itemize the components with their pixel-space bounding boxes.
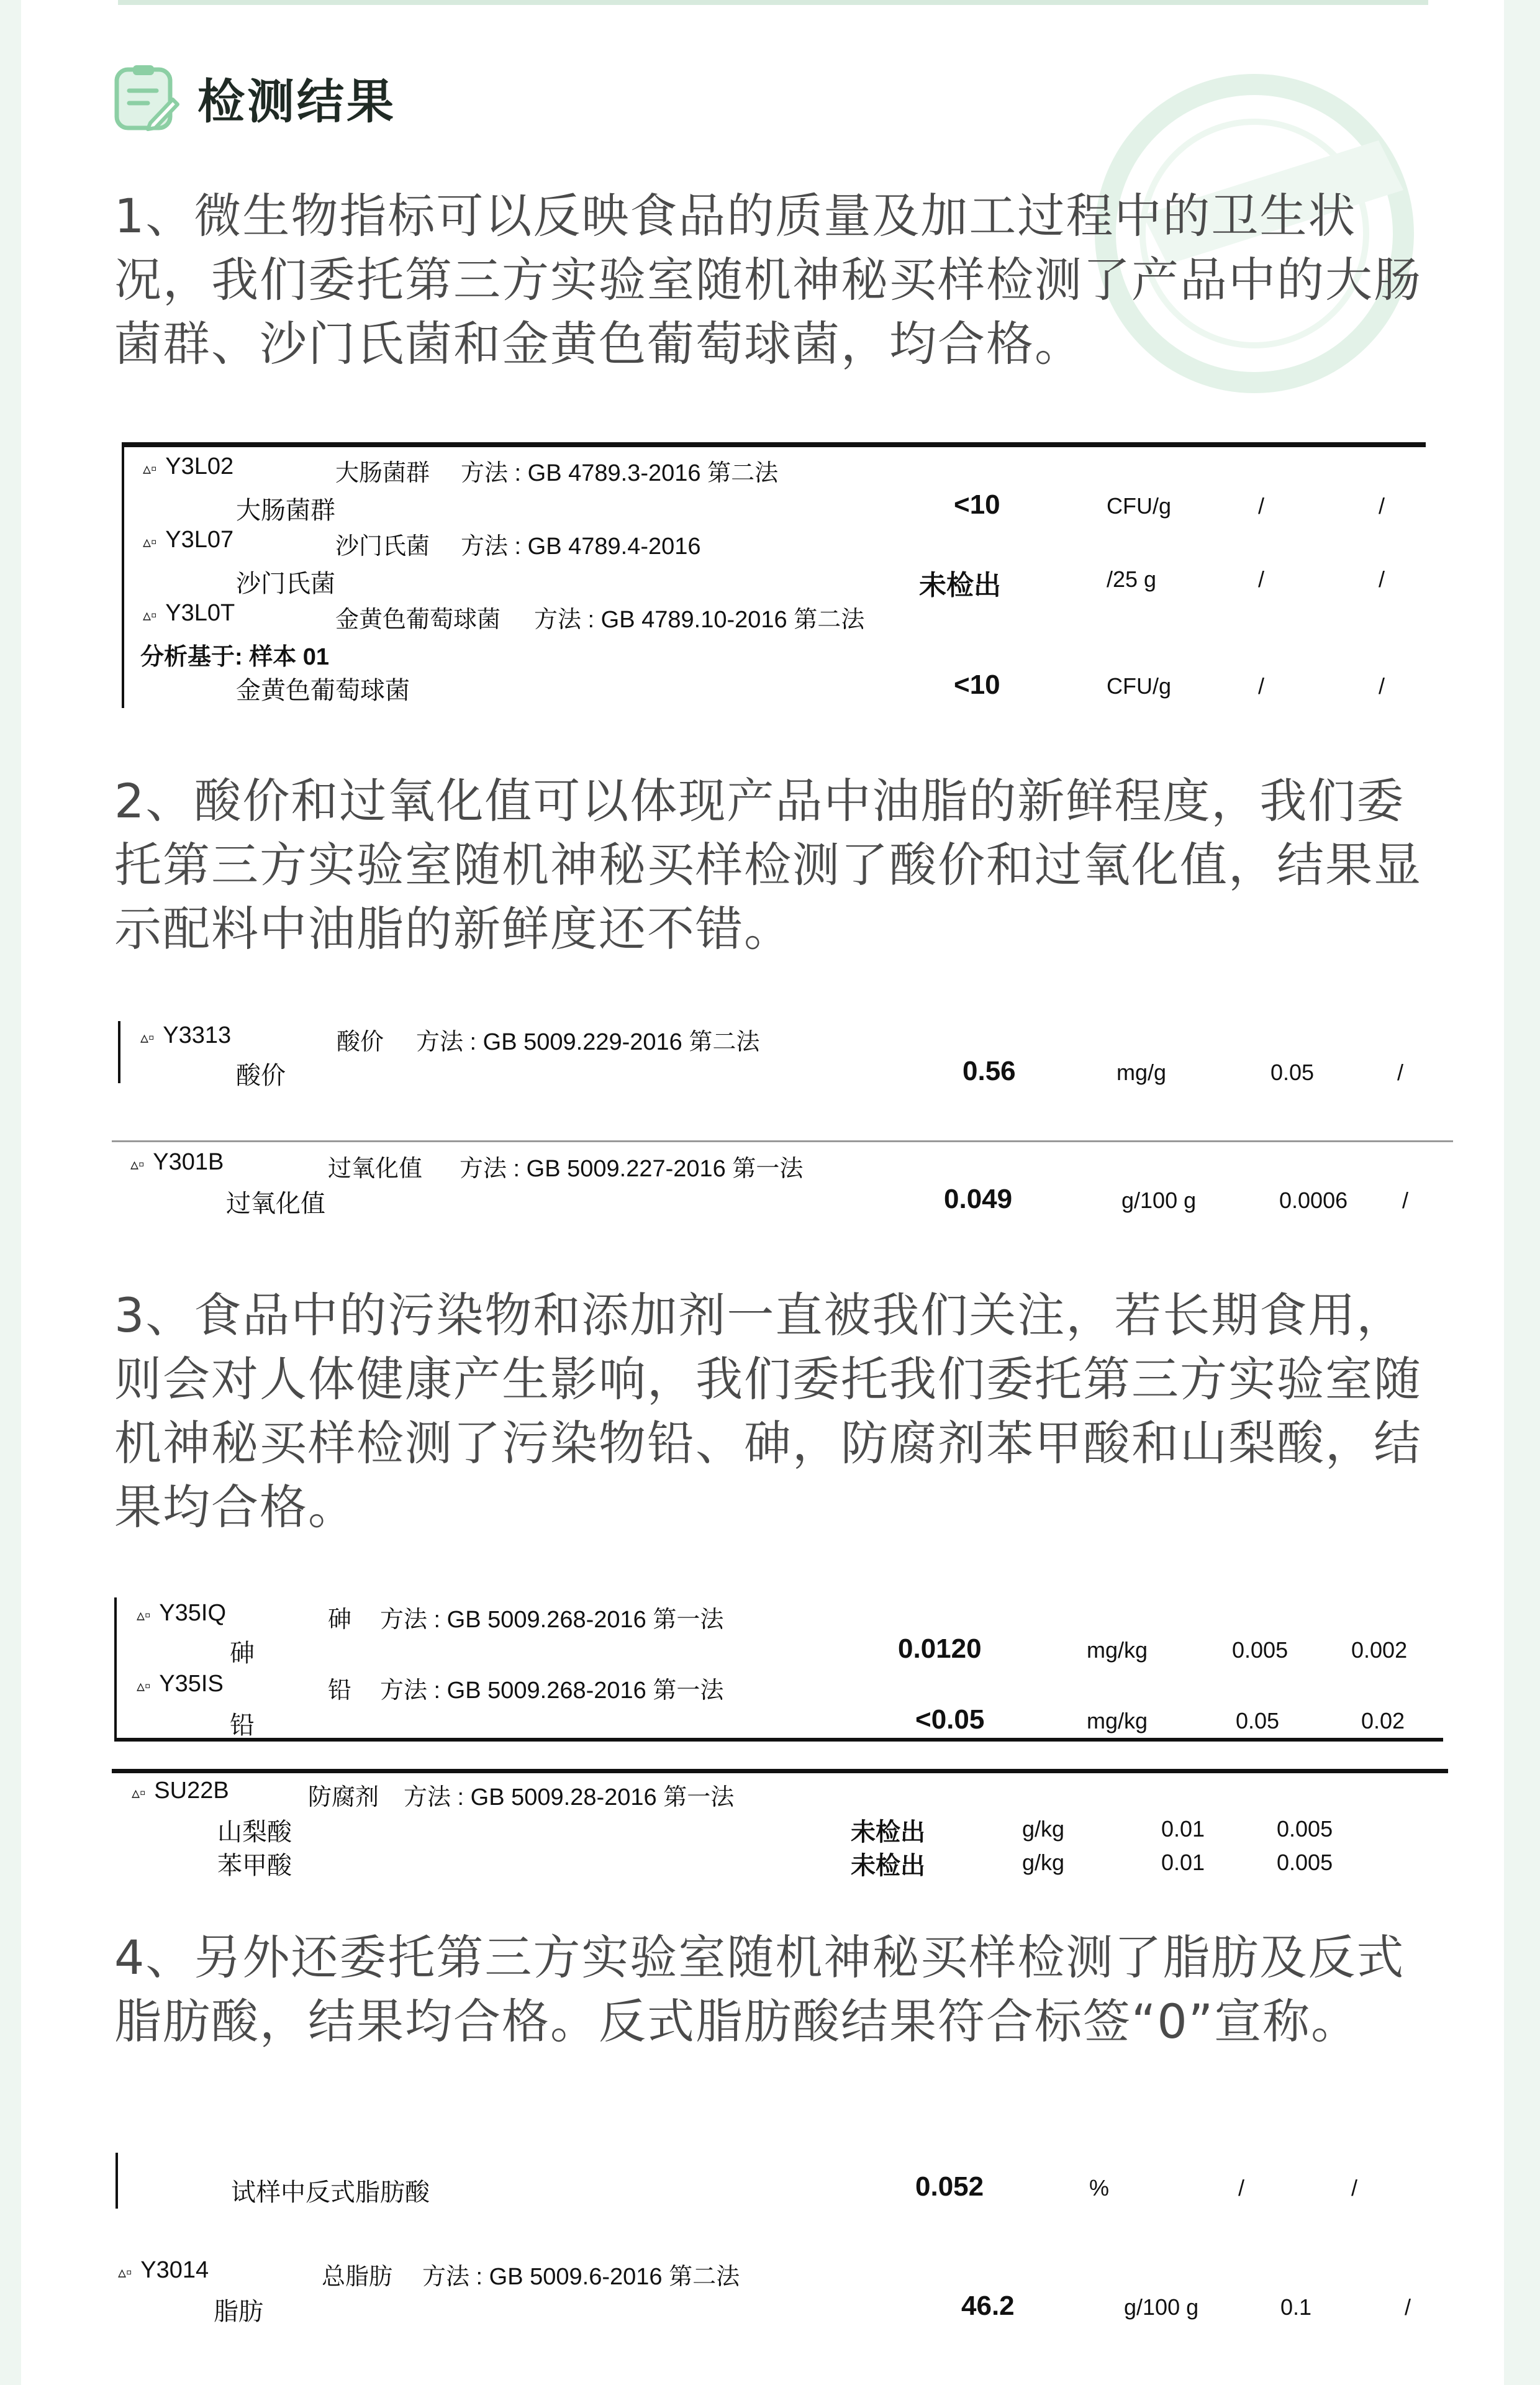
report-rule — [114, 1597, 117, 1742]
test-limit-1: 0.05 — [1270, 1060, 1315, 1085]
test-unit: g/100 g — [1121, 1188, 1197, 1213]
test-name: 大肠菌群 — [335, 460, 430, 486]
test-item: 酸价 — [236, 1062, 286, 1089]
test-result: 0.0120 — [898, 1633, 982, 1664]
test-limit-2: / — [1379, 493, 1385, 519]
test-limit-1: / — [1238, 2175, 1245, 2201]
test-unit: % — [1089, 2175, 1110, 2201]
test-name: 铅 — [328, 1678, 352, 1704]
test-item: 脂肪 — [214, 2298, 263, 2325]
test-code-row: ▵▫ SU22B — [132, 1778, 229, 1804]
report-rule — [118, 1021, 120, 1083]
test-result: <0.05 — [915, 1704, 985, 1735]
paragraph-1: 1、微生物指标可以反映食品的质量及加工过程中的卫生状况，我们委托第三方实验室随机神秘买样检测了产品中的大肠菌群、沙门氏菌和金黄色葡萄球菌，均合格。 — [114, 188, 1422, 371]
report-rule — [122, 442, 124, 708]
test-unit: mg/kg — [1087, 1708, 1148, 1733]
report-heavy-metals — [114, 1595, 1443, 1744]
test-method: 方法 : GB 5009.268-2016 第一法 — [380, 1607, 724, 1633]
test-name: 沙门氏菌 — [335, 534, 430, 560]
test-code-row: ▵▫ Y3L0T — [143, 600, 235, 626]
test-limit-2: 0.02 — [1361, 1708, 1405, 1733]
test-result: 未检出 — [851, 1852, 925, 1879]
test-unit: mg/g — [1116, 1060, 1167, 1085]
test-limit-1: 0.05 — [1236, 1708, 1280, 1733]
test-code-row: ▵▫ Y3313 — [140, 1022, 232, 1048]
right-border — [1504, 0, 1540, 2385]
test-limit-1: 0.0006 — [1279, 1188, 1348, 1213]
test-item: 山梨酸 — [217, 1819, 292, 1846]
test-limit-2: / — [1402, 1188, 1409, 1213]
test-item: 试样中反式脂肪酸 — [231, 2179, 430, 2206]
test-method: 方法 : GB 4789.4-2016 — [461, 534, 701, 560]
test-unit: mg/kg — [1087, 1637, 1148, 1663]
test-result: <10 — [954, 670, 1000, 700]
test-name: 总脂肪 — [322, 2264, 393, 2290]
test-code-row: ▵▫ Y3L07 — [143, 527, 234, 553]
report-preservatives — [112, 1769, 1448, 1881]
test-unit: g/100 g — [1124, 2294, 1199, 2320]
test-method: 方法 : GB 5009.6-2016 第二法 — [422, 2264, 740, 2290]
test-method: 方法 : GB 5009.227-2016 第一法 — [460, 1156, 804, 1182]
test-name: 过氧化值 — [328, 1156, 423, 1182]
report-acid-value — [116, 1016, 1451, 1097]
test-item: 过氧化值 — [226, 1190, 325, 1217]
left-border — [0, 0, 21, 2385]
test-unit: g/kg — [1022, 1816, 1065, 1842]
test-name: 金黄色葡萄球菌 — [335, 607, 501, 633]
page-title: 检测结果 — [197, 73, 396, 129]
test-result: 0.052 — [915, 2171, 984, 2202]
test-result: 0.049 — [944, 1184, 1013, 1214]
top-divider — [118, 0, 1428, 5]
test-item: 苯甲酸 — [217, 1852, 292, 1879]
test-limit-2: 0.002 — [1351, 1637, 1408, 1663]
test-method: 方法 : GB 5009.229-2016 第二法 — [416, 1029, 760, 1055]
test-item: 金黄色葡萄球菌 — [236, 677, 410, 704]
sample-basis: 分析基于: 样本 01 — [140, 644, 330, 670]
report-rule — [114, 1738, 1443, 1742]
test-limit-1: 0.01 — [1161, 1816, 1205, 1842]
report-trans-fat — [116, 2153, 1444, 2215]
test-item: 砷 — [230, 1640, 255, 1667]
test-method: 方法 : GB 4789.3-2016 第二法 — [461, 460, 779, 486]
clipboard-pen-icon — [112, 63, 180, 132]
test-limit-2: 0.005 — [1277, 1850, 1333, 1875]
test-unit: /25 g — [1107, 566, 1157, 592]
test-code-row: ▵▫ Y3014 — [118, 2257, 209, 2283]
test-code-row: ▵▫ Y35IS — [137, 1671, 224, 1697]
section-header — [112, 57, 396, 138]
paragraph-4: 4、另外还委托第三方实验室随机神秘买样检测了脂肪及反式脂肪酸，结果均合格。反式脂肪酸结果符合标签“0”宣称。 — [114, 1930, 1405, 2049]
test-limit-1: 0.01 — [1161, 1850, 1205, 1875]
test-method: 方法 : GB 5009.268-2016 第一法 — [380, 1678, 724, 1704]
test-code-row: ▵▫ Y3L02 — [143, 453, 234, 479]
test-limit-1: / — [1258, 493, 1265, 519]
test-unit: g/kg — [1022, 1850, 1065, 1875]
test-limit-1: / — [1258, 673, 1265, 699]
test-limit-2: / — [1351, 2175, 1358, 2201]
test-result: 未检出 — [851, 1819, 925, 1846]
test-item: 铅 — [230, 1712, 255, 1739]
test-unit: CFU/g — [1107, 493, 1172, 519]
test-code-row: ▵▫ Y35IQ — [137, 1600, 227, 1626]
test-limit-2: / — [1379, 566, 1385, 592]
report-rule — [112, 1769, 1448, 1773]
report-peroxide-value — [112, 1140, 1453, 1227]
report-rule — [112, 1140, 1453, 1142]
test-method: 方法 : GB 4789.10-2016 第二法 — [534, 607, 865, 633]
test-result: 0.56 — [962, 1056, 1016, 1086]
paragraph-2: 2、酸价和过氧化值可以体现产品中油脂的新鲜程度，我们委托第三方实验室随机神秘买样检测了酸价和过氧化值，结果显示配料中油脂的新鲜度还不错。 — [114, 773, 1422, 956]
report-total-fat — [112, 2252, 1447, 2339]
test-result: 46.2 — [961, 2291, 1015, 2321]
test-limit-1: 0.005 — [1232, 1637, 1289, 1663]
test-limit-2: / — [1405, 2294, 1411, 2320]
test-limit-2: 0.005 — [1277, 1816, 1333, 1842]
test-code-row: ▵▫ Y301B — [130, 1149, 224, 1175]
test-name: 防腐剂 — [308, 1784, 379, 1810]
test-limit-2: / — [1397, 1060, 1404, 1085]
report-microbiology — [118, 442, 1428, 716]
test-unit: CFU/g — [1107, 673, 1172, 699]
test-result: 未检出 — [919, 570, 1001, 601]
report-rule — [122, 442, 1426, 447]
test-limit-2: / — [1379, 673, 1385, 699]
test-name: 砷 — [328, 1607, 352, 1633]
test-limit-1: / — [1258, 566, 1265, 592]
test-method: 方法 : GB 5009.28-2016 第一法 — [404, 1784, 735, 1810]
test-result: <10 — [954, 489, 1000, 520]
test-name: 酸价 — [337, 1029, 384, 1055]
paragraph-3: 3、食品中的污染物和添加剂一直被我们关注，若长期食用，则会对人体健康产生影响，我们委托我们委托第三方实验室随机神秘买样检测了污染物铅、砷，防腐剂苯甲酸和山梨酸，结果均合格。 — [114, 1288, 1422, 1535]
test-item: 沙门氏菌 — [236, 570, 335, 597]
test-limit-1: 0.1 — [1280, 2294, 1312, 2320]
report-rule — [116, 2153, 118, 2209]
test-item: 大肠菌群 — [236, 497, 335, 524]
